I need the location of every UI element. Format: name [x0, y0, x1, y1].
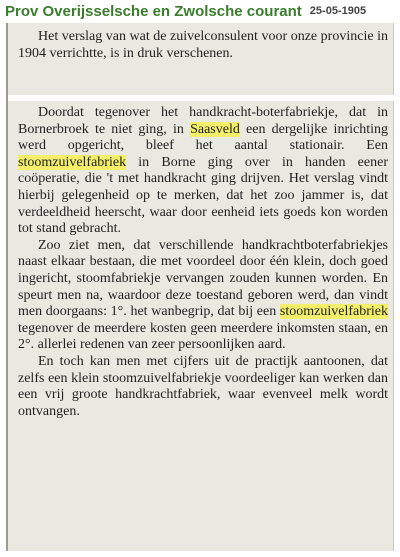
- intro-block: [18, 29, 388, 62]
- article-body: [18, 105, 388, 420]
- newspaper-title: Prov Overijsselsche en Zwolsche courant: [5, 2, 302, 20]
- column-rule: [393, 23, 394, 551]
- paragraph-1-text-a: Doordat tegenover het handkracht-boterfabriekje, dat in Bornerbroek te niet ging, in: [18, 105, 388, 137]
- paragraph-2: [18, 238, 388, 354]
- highlight-saasveld: Saasveld: [190, 121, 240, 137]
- newspaper-clipping: [6, 23, 394, 551]
- highlight-stoomzuivelfabriek-2: stoomzuivelfabriek: [279, 304, 388, 320]
- paragraph-2-text-a: Zoo ziet men, dat verschillende handkrachtboterfabriekjes naast elkaar bestaan, die met voordeel door één klein, doch goed ingericht, stoomfabriekje vervangen zouden kunnen worden. En speurt men na, waardoor deze toestand geboren werd, dan vindt men doorgaans: 1°. het wanbegrip, dat bij een: [18, 237, 388, 320]
- paragraph-1: [18, 105, 388, 238]
- paragraph-1-text-c: in Borne ging over in handen eener coöperatie, die 't met handkracht ging drijven. Het verslag vindt hierbij gelegenheid op te merken, dat het zoo jammer is, dat verdeeldheid heerscht, waar door eenheid iets goeds kon worden tot stand gebracht.: [18, 154, 388, 237]
- paragraph-2-text-b: tegenover de meerdere kosten geen meerdere inkomsten staan, en 2°. allerlei redenen van zeer persoonlijken aard.: [18, 320, 388, 353]
- clipping-header: [0, 0, 400, 22]
- publication-date: 25-05-1905: [309, 5, 367, 17]
- intro-paragraph: Het verslag van wat de zuivelconsulent voor onze provincie in 1904 verrichtte, is in druk verschenen.: [18, 29, 388, 61]
- clipping-divider: [8, 95, 394, 101]
- highlight-stoomzuivelfabriek-1: stoomzuivelfabriek: [18, 154, 127, 170]
- paragraph-1-text-b: een dergelijke inrichting werd opgericht, bleef het aantal stationair. Een: [18, 121, 388, 154]
- paragraph-3: En toch kan men met cijfers uit de practijk aantoonen, dat zelfs een klein stoomzuivelfabriekje voordeeliger kan werken dan een vrij groote handkrachtfabriek, waar evenveel melk wordt ontvangen.: [18, 353, 388, 419]
